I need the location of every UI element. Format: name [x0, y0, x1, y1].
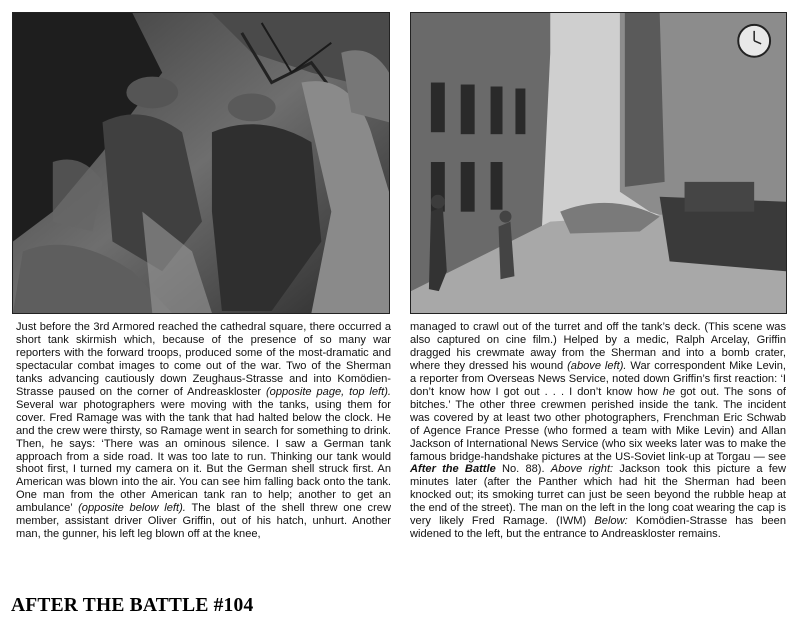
publication-reference: After the Battle	[410, 463, 496, 476]
ruined-street-with-tank-photo-icon	[411, 13, 786, 313]
photo-reference: Above right:	[550, 463, 614, 476]
article-column-left	[16, 321, 391, 541]
article-column-right	[410, 321, 786, 541]
photo-reference: (opposite page, top left).	[265, 385, 391, 398]
emphasis: he	[662, 385, 676, 398]
article-text: War correspondent Mike Levin, a reporter from Overseas News Service, noted down Griffin’s first reaction: ‘I don’t know how I got out . . . I don’t know how	[410, 359, 786, 398]
photo-reference: Below:	[594, 515, 628, 528]
article-text: No. 88).	[501, 463, 545, 476]
article-text: Just before the 3rd Armored reached the cathedral square, there occurred a short tank skirmish which, because of the presence of so many war reporters with the forward troops, produced some of the most-dramatic and spectacular combat images to come out of the war. Two of the Sherman tanks advancing cautiously down Zeughaus-Strasse and into Komödien-Strasse paused on the corner of Andreaskloster	[16, 321, 391, 398]
article-text: Several war photographers were moving with the tanks, using them for cover. Fred Ramage was with the tank that had halted below the clock. He and the crew were thirsty, so Ramage went in search for something to drink. Then, he says: ‘There was an ominous silence. I saw a German tank approach from a side road. It was too late to run. Thinking our tank would shoot first, I turned my camera on it. But the German shell struck first. An American was blown into the air. You can see him falling back onto the tank. One man from the other American tank ran to help; another to get an ambulance’	[16, 398, 391, 515]
issue-label: AFTER THE BATTLE #104	[11, 595, 254, 616]
photo-ruined-street-with-tank	[410, 12, 787, 314]
photo-soldiers-helping-wounded	[12, 12, 390, 314]
article-text: Jackson took this picture a few minutes later (after the Panther which had hit the Sherman had been knocked out; its smoking turret can just be seen beyond the rubble heap at the end of the street). The man on the left in the long coat wearing the cap is very likely Fred Ramage. (IWM)	[410, 463, 787, 528]
article-text: managed to crawl out of the turret and off the tank’s deck. (This scene was also captured on cine film.) Helped by a medic, Ralph Arcelay, Griffin dragged his crewmate away from the Sherman and into a bomb crater, where they dressed his wound	[410, 321, 786, 372]
photo-reference: (above left).	[567, 359, 627, 372]
article-text: Komödien-Strasse has been widened to the left, but the entrance to Andreaskloster remains.	[410, 515, 786, 541]
photo-reference: (opposite below left).	[78, 502, 186, 515]
article-text: got out. The sons of bitches.’ The other three crewmen perished inside the tank. The incident was covered by at least two other photographers, Frenchman Eric Schwab of Agence France Presse (who formed a team with Mike Levin) and Allan Jackson of International News Service (who six weeks later was to make the famous bridge-handshake pictures at the US-Soviet link-up at Torgau — see	[410, 385, 786, 463]
article-text: The blast of the shell threw one crew member, assistant driver Oliver Griffin, out of his hatch, unhurt. Another man, the gunner, his left leg blown off at the knee,	[16, 502, 391, 541]
soldiers-helping-wounded-photo-icon	[13, 13, 389, 313]
